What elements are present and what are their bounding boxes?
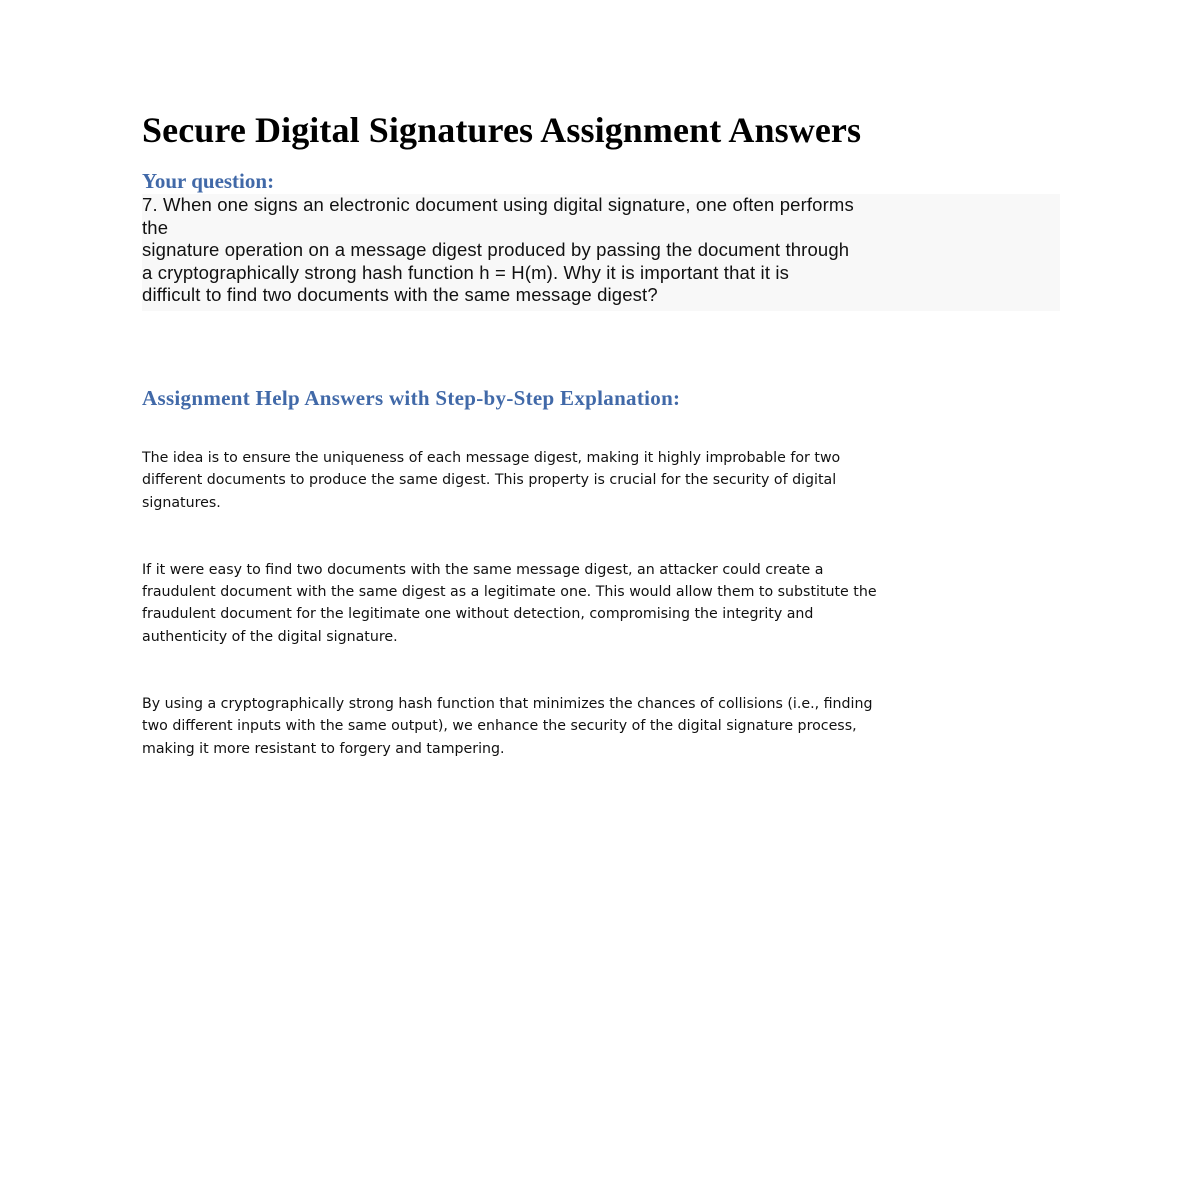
paragraph-line: two different inputs with the same output), we enhance the security of the digital signature process, (142, 718, 857, 735)
answer-paragraph-2 (142, 559, 1060, 648)
question-line: the (142, 216, 169, 238)
paragraph-line: authenticity of the digital signature. (142, 628, 398, 645)
paragraph-line: By using a cryptographically strong hash function that minimizes the chances of collisions (i.e., finding (142, 696, 873, 713)
question-line: a cryptographically strong hash function h = H(m). Why it is important that it is (142, 261, 790, 283)
question-heading: Your question: (142, 169, 275, 193)
paragraph-line: signatures. (142, 494, 221, 511)
answer-paragraph-3 (142, 693, 1060, 760)
question-line: signature operation on a message digest produced by passing the document through (142, 239, 850, 261)
question-line: difficult to find two documents with the same message digest? (142, 284, 658, 306)
paragraph-line: fraudulent document for the legitimate one without detection, compromising the integrity and (142, 606, 814, 623)
document-page (142, 108, 1060, 760)
answer-paragraph-1 (142, 447, 1060, 514)
paragraph-line: different documents to produce the same digest. This property is crucial for the security of digital (142, 472, 837, 489)
paragraph-line: fraudulent document with the same digest as a legitimate one. This would allow them to substitute the (142, 584, 877, 601)
paragraph-line: If it were easy to find two documents with the same message digest, an attacker could create a (142, 561, 824, 578)
paragraph-line: making it more resistant to forgery and tampering. (142, 740, 505, 757)
question-line: 7. When one signs an electronic document using digital signature, one often performs (142, 194, 854, 215)
answers-heading: Assignment Help Answers with Step-by-Step Explanation: (142, 385, 681, 410)
page-title: Secure Digital Signatures Assignment Answers (142, 110, 862, 150)
question-block (142, 194, 1060, 311)
paragraph-line: The idea is to ensure the uniqueness of each message digest, making it highly improbable for two (142, 449, 841, 466)
